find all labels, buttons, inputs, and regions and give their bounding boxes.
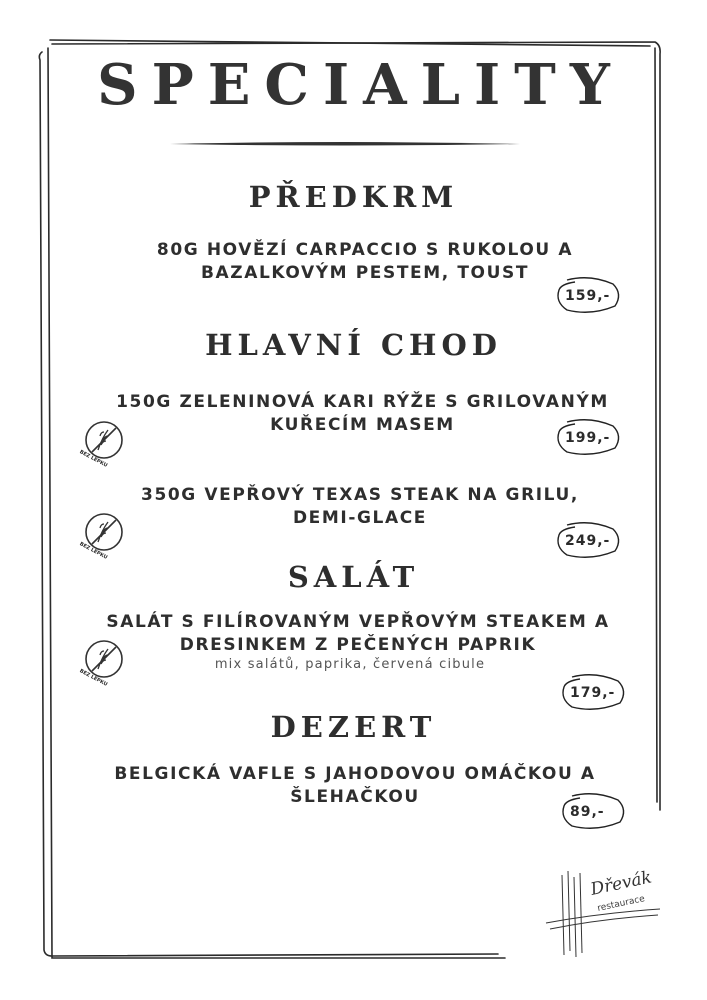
price-tag (565, 288, 610, 304)
price-tag (565, 533, 610, 549)
logo-name: Dřevák (588, 867, 654, 900)
gluten-free-label: BEZ LEPKU (78, 449, 109, 469)
section-heading-dezert: DEZERT (270, 710, 437, 744)
price-value: 179,- (570, 685, 616, 701)
price-value: 89,- (570, 804, 605, 820)
section-heading-salat: SALÁT (287, 560, 420, 594)
gluten-free-label: BEZ LEPKU (78, 668, 109, 688)
section-heading-hlavni-chod: HLAVNÍ CHOD (205, 328, 502, 362)
menu-item-name: 80G HOVĚZÍ CARPACCIO S RUKOLOU A BAZALKOVÝM PESTEM, TOUST (156, 240, 574, 283)
price-tag (570, 685, 615, 701)
gluten-free-label: BEZ LEPKU (78, 541, 109, 561)
gluten-free-icon (78, 418, 128, 472)
menu-item-description: mix salátů, paprika, červená cibule (214, 657, 486, 672)
logo-subtitle: restaurace (596, 894, 646, 914)
gluten-free-icon (78, 637, 128, 691)
restaurant-logo (540, 855, 670, 965)
price-value: 159,- (565, 288, 611, 304)
gluten-free-icon (78, 510, 128, 564)
menu-item-name: 150G ZELENINOVÁ KARI RÝŽE S GRILOVANÝM KUŘECÍM MASEM (116, 392, 609, 435)
menu-title: SPECIALITY (97, 52, 624, 118)
price-tag (570, 804, 605, 820)
menu-item-name: SALÁT S FILÍROVANÝM VEPŘOVÝM STEAKEM A DRESINKEM Z PEČENÝCH PAPRIK (106, 612, 610, 655)
menu-item-name: BELGICKÁ VAFLE S JAHODOVOU OMÁČKOU A ŠLEHAČKOU (114, 764, 596, 807)
title-divider (170, 139, 520, 149)
price-value: 249,- (565, 533, 611, 549)
menu-item-name: 350G VEPŘOVÝ TEXAS STEAK NA GRILU, DEMI-GLACE (141, 485, 579, 528)
price-value: 199,- (565, 430, 611, 446)
price-tag (565, 430, 610, 446)
section-heading-predkrm: PŘEDKRM (248, 180, 459, 214)
